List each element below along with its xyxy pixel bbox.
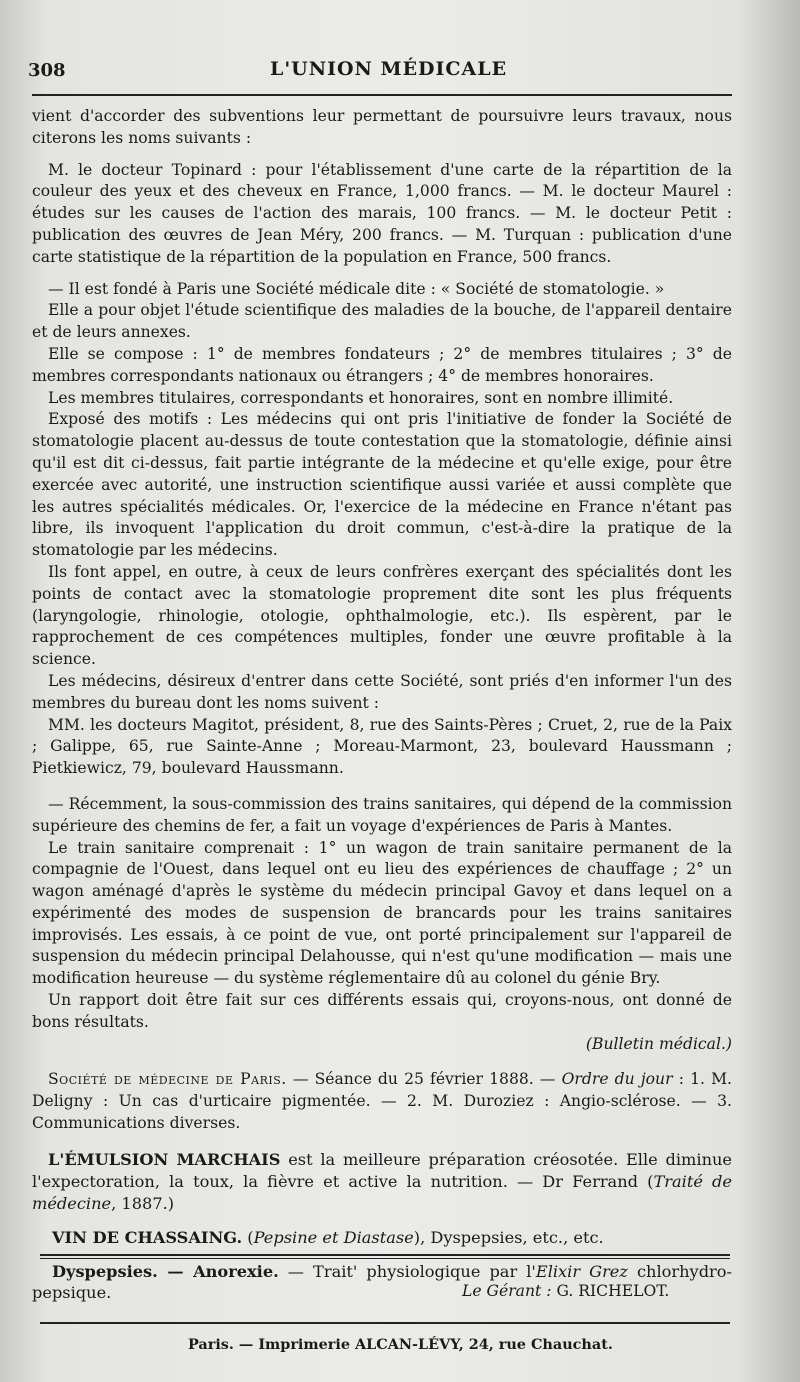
page-header [0,60,800,84]
paragraph-composition: Elle se compose : 1° de membres fondateurs ; 2° de membres titulaires ; 3° de membres correspondants nationaux ou étrangers ; 4° de membres honoraires. [32,344,732,385]
source-citation: (Bulletin médical.) [585,1034,732,1053]
printer-imprint: Paris. — Imprimerie ALCAN-LÉVY, 24, rue Chauchat. [188,1336,613,1353]
paragraph-rapport: Un rapport doit être fait sur ces différents essais qui, croyons-nous, ont donné de bons résultats. [32,991,732,1031]
paragraph-membres: Les membres titulaires, correspondants et honoraires, sont en nombre illimité. [48,388,674,407]
ad-elixir-grez: Dyspepsies. — Anorexie. — Trait' physiologique par l'Elixir Grez chlorhydro-pepsique. [32,1261,733,1303]
paragraph-grants: M. le docteur Topinard : pour l'établissement d'une carte de la répartition de la couleur des yeux et des cheveux en France, 1,000 francs. — M. le docteur Maurel : études sur les causes de l'action des marais, 100 francs. — M. le docteur Petit : publication des œuvres de Jean Méry, 200 francs. — M. Turquan : publication d'une carte statistique de la répartition de la population en France, 500 francs. [32,160,732,266]
paragraph-appel: Ils font appel, en outre, à ceux de leurs confrères exerçant des spécialités dont les points de contact avec la stomatologie proprement dite sont les plus fréquents (laryngologie, rhinologie, otologie, ophthalmologie, etc.). Ils espèrent, par le rapprochement de ces compétences multiples, fonder une œuvre profitable à la science. [32,562,732,669]
ad-vin-chassaing: VIN DE CHASSAING. (Pepsine et Diastase), Dyspepsies, etc., etc. [52,1227,604,1247]
paragraph-train-sanitaire: Le train sanitaire comprenait : 1° un wagon de train sanitaire permanent de la compagnie de l'Ouest, dans lequel ont eu lieu des expériences de chauffage ; 2° un wagon aménagé d'après le système du médecin principal Gavoy et dans lequel on a expérimenté des modes de suspension de brancards pour les trains sanitaires improvisés. Les essais, à ce point de vue, ont porté principalement sur l'appareil de suspension du médecin principal Delahousse, qui n'est qu'une modification — mais une modification heureuse — du système réglementaire dû au colonel du génie Bry. [32,838,732,988]
ad-emulsion-marchais: L'ÉMULSION MARCHAIS est la meilleure préparation créosotée. Elle diminue l'expectoration, la toux, la fièvre et active la nutrition. — Dr Ferrand (Traité de médecine, 1887.) [32,1149,732,1213]
paragraph-objet: Elle a pour objet l'étude scientifique des maladies de la bouche, de l'appareil dentaire et de leurs annexes. [32,301,732,342]
paragraph-seance: Société de médecine de Paris. — Séance du 25 février 1888. — Ordre du jour : 1. M. Deligny : Un cas d'urticaire pigmentée. — 2. M. Duroziez : Angio-sclérose. — 3. Communications diverses. [32,1070,733,1133]
paragraph-subventions: vient d'accorder des subventions leur permettant de poursuivre leurs travaux, nous citerons les noms suivants : [32,107,732,147]
article-body [32,106,732,1304]
paragraph-societe-founded: — Il est fondé à Paris une Société médicale dite : « Société de stomatologie. » [48,279,665,298]
page-number: 308 [28,60,66,81]
footer-rule-bottom [40,1322,730,1324]
paragraph-inscription: Les médecins, désireux d'entrer dans cette Société, sont priés d'en informer l'un des membres du bureau dont les noms suivent : [32,671,732,712]
paragraph-bureau: MM. les docteurs Magitot, président, 8, rue des Saints-Pères ; Cruet, 2, rue de la Paix ; Galippe, 65, rue Sainte-Anne ; Moreau-Marmont, 23, boulevard Haussmann ; Pietkiewicz, 79, boulevard Haussmann. [32,715,732,778]
header-rule [32,94,732,96]
paragraph-trains: — Récemment, la sous-commission des trains sanitaires, qui dépend de la commission supérieure des chemins de fer, a fait un voyage d'expériences de Paris à Mantes. [32,794,732,835]
paragraph-motifs: Exposé des motifs : Les médecins qui ont pris l'initiative de fonder la Société de stomatologie placent au-dessus de toute contestation que la stomatologie, définie ainsi qu'il est dit ci-dessus, fait partie intégrante de la médecine et qu'elle exige, pour être exercée avec autorité, une instruction scientifique aussi variée et aussi complète que les autres spécialités médicales. Or, l'exercice de la médecine en France n'étant pas libre, ils invoquent l'application du droit commun, c'est-à-dire la pratique de la stomatologie par les médecins. [32,410,732,560]
running-head: L'UNION MÉDICALE [270,58,508,80]
footer-rule-top-thin [40,1258,730,1259]
footer-rule-top [40,1254,730,1256]
gerant-signature: Le Gérant : G. RICHELOT. [462,1282,670,1300]
society-name: Société de médecine de Paris. [48,1070,287,1089]
